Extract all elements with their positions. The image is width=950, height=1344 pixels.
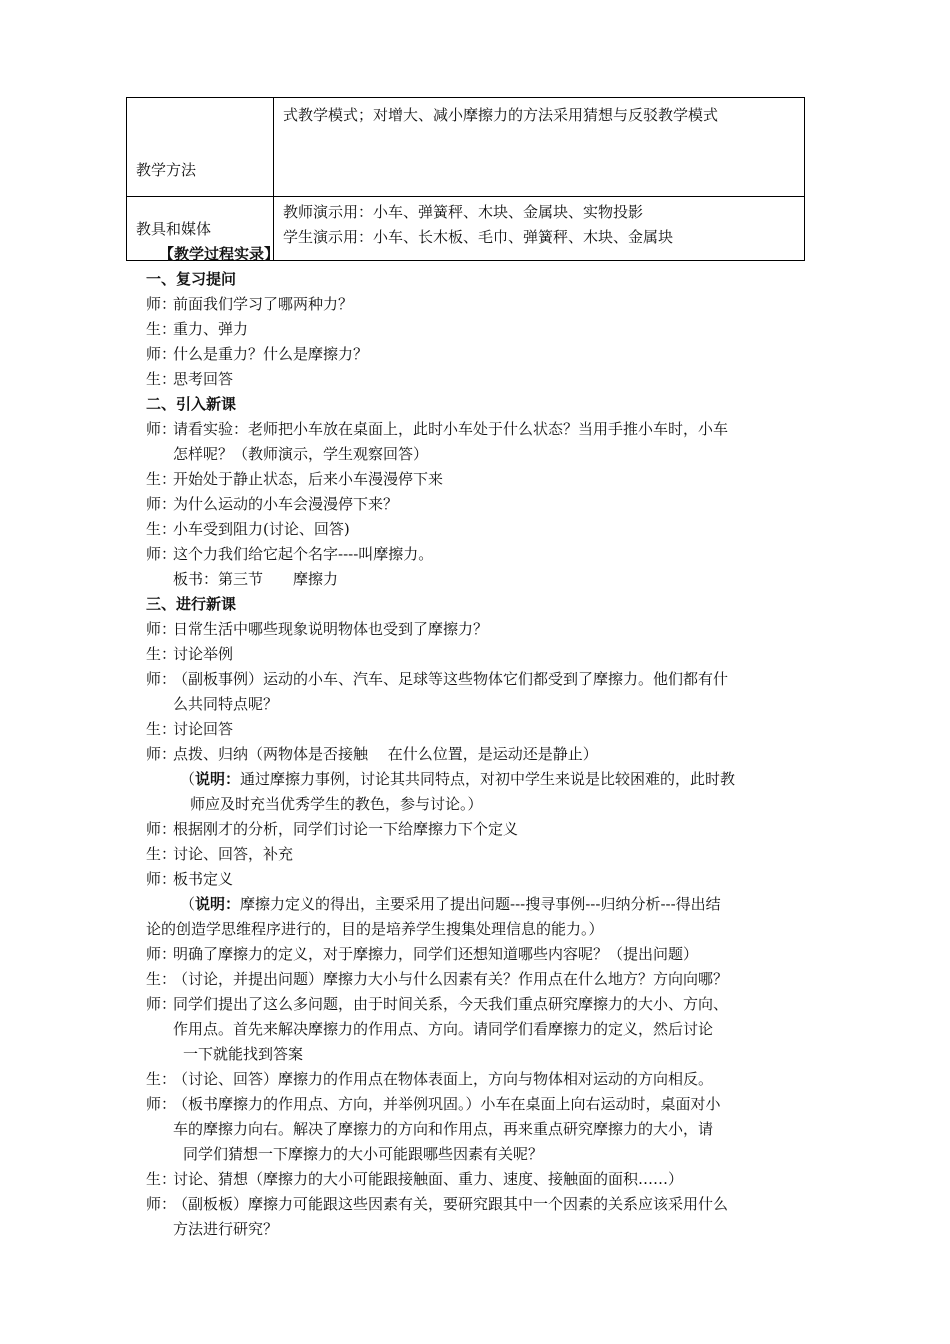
dialogue-line: 师： （副板事例）运动的小车、汽车、足球等这些物体它们都受到了摩擦力。他们都有什 么共同特点呢？ (146, 667, 810, 717)
speaker-label: 生： (146, 645, 177, 663)
dialogue-line: 生： （讨论、回答）摩擦力的作用点在物体表面上，方向与物体相对运动的方向相反。 (146, 1067, 810, 1092)
speaker-label: 师： (146, 295, 177, 313)
speaker-label: 师： (146, 495, 177, 513)
dialogue-line: 师： 前面我们学习了哪两种力？ (146, 292, 810, 317)
dialogue-line: 师： 日常生活中哪些现象说明物体也受到了摩擦力？ (146, 617, 810, 642)
teaching-method-label: 教学方法 (127, 98, 274, 197)
dialogue-line: 生： 小车受到阻力(讨论、回答) (146, 517, 810, 542)
teaching-note: （说明：摩擦力定义的得出，主要采用了提出问题---搜寻事例---归纳分析---得出结 论的创造学思维程序进行的，目的是培养学生搜集处理信息的能力。） (146, 895, 721, 938)
dialogue-line: 生： 开始处于静止状态，后来小车漫漫停下来 (146, 467, 810, 492)
dialogue-line: 生： 讨论回答 (146, 717, 810, 742)
dialogue-line: 师： 这个力我们给它起个名字----叫摩擦力。 (146, 542, 810, 567)
speaker-label: 师： (146, 995, 177, 1013)
dialogue-line: 师： 明确了摩擦力的定义，对于摩擦力，同学们还想知道哪些内容呢？（提出问题） (146, 942, 810, 967)
speaker-label: 生： (146, 1170, 177, 1188)
speaker-label: 师： (146, 820, 177, 838)
speaker-label: 师： (146, 745, 177, 763)
dialogue-line: 生： 讨论、回答，补充 (146, 842, 810, 867)
dialogue-line: 师： 板书定义 (146, 867, 810, 892)
dialogue-line: 生： 重力、弹力 (146, 317, 810, 342)
speaker-label: 师： (146, 870, 177, 888)
dialogue-line: 生： 讨论举例 (146, 642, 810, 667)
dialogue-line: 师： （副板板）摩擦力可能跟这些因素有关，要研究跟其中一个因素的关系应该采用什么 方法进行研究？ (146, 1192, 810, 1242)
teaching-record (146, 242, 810, 1242)
speaker-label: 生： (146, 970, 177, 988)
speaker-label: 师： (146, 1195, 177, 1213)
speaker-label: 师： (146, 420, 177, 438)
speaker-label: 生： (146, 370, 177, 388)
speaker-label: 生： (146, 320, 177, 338)
section-heading-review: 一、复习提问 (146, 270, 237, 288)
speaker-label: 师： (146, 620, 177, 638)
note-label: 说明： (195, 770, 241, 788)
dialogue-line: 生： 思考回答 (146, 367, 810, 392)
dialogue-line: 生： 讨论、猜想（摩擦力的大小可能跟接触面、重力、速度、接触面的面积……） (146, 1167, 810, 1192)
dialogue-line: 师： 为什么运动的小车会漫漫停下来？ (146, 492, 810, 517)
record-title: 【教学过程实录】 (159, 245, 280, 263)
student-demo-line: 学生演示用：小车、长木板、毛巾、弹簧秤、木块、金属块 (283, 228, 674, 246)
dialogue-line: 师： 同学们提出了这么多问题，由于时间关系，今天我们重点研究摩擦力的大小、方向、 作用点。首先来解决摩擦力的作用点、方向。请同学们看摩擦力的定义，然后讨论 一下就能找到答案 (146, 992, 810, 1067)
note-label: 说明： (195, 895, 241, 913)
teaching-note: （说明：通过摩擦力事例，讨论其共同特点，对初中学生来说是比较困难的，此时教 师应及时充当优秀学生的教色，参与讨论。） (180, 770, 736, 813)
speaker-label: 师： (146, 345, 177, 363)
teaching-method-value: 式教学模式；对增大、减小摩擦力的方法采用猜想与反驳教学模式 (274, 98, 805, 197)
speaker-label: 生： (146, 845, 177, 863)
speaker-label: 师： (146, 945, 177, 963)
section-heading-intro: 二、引入新课 (146, 395, 237, 413)
speaker-label: 生： (146, 720, 177, 738)
speaker-label: 师： (146, 1095, 177, 1113)
teacher-demo-line: 教师演示用：小车、弹簧秤、木块、金属块、实物投影 (283, 203, 644, 221)
speaker-label: 生： (146, 520, 177, 538)
section-heading-new-lesson: 三、进行新课 (146, 595, 237, 613)
dialogue-line: 师： 根据刚才的分析，同学们讨论一下给摩擦力下个定义 (146, 817, 810, 842)
dialogue-line: 师： 请看实验：老师把小车放在桌面上，此时小车处于什么状态？当用手推小车时，小车 怎样呢？（教师演示，学生观察回答） (146, 417, 810, 467)
dialogue-line: 师： 什么是重力？什么是摩擦力？ (146, 342, 810, 367)
dialogue-line: 生： （讨论，并提出问题）摩擦力大小与什么因素有关？作用点在什么地方？方向向哪？ (146, 967, 810, 992)
teaching-media-label: 教具和媒体 (127, 197, 274, 261)
lesson-info-table (126, 97, 805, 261)
dialogue-line: 师： 点拨、归纳（两物体是否接触 在什么位置，是运动还是静止） (146, 742, 810, 767)
speaker-label: 师： (146, 670, 177, 688)
speaker-label: 生： (146, 1070, 177, 1088)
speaker-label: 生： (146, 470, 177, 488)
board-writing-line: 板书：第三节 摩擦力 (173, 570, 339, 588)
dialogue-line: 师： （板书摩擦力的作用点、方向，并举例巩固。）小车在桌面上向右运动时，桌面对小 车的摩擦力向右。解决了摩擦力的方向和作用点，再来重点研究摩擦力的大小，请 同学们猜想一下摩擦力的大小可能跟哪些因素有关呢？ (146, 1092, 810, 1167)
speaker-label: 师： (146, 545, 177, 563)
teaching-method-row (127, 98, 805, 197)
